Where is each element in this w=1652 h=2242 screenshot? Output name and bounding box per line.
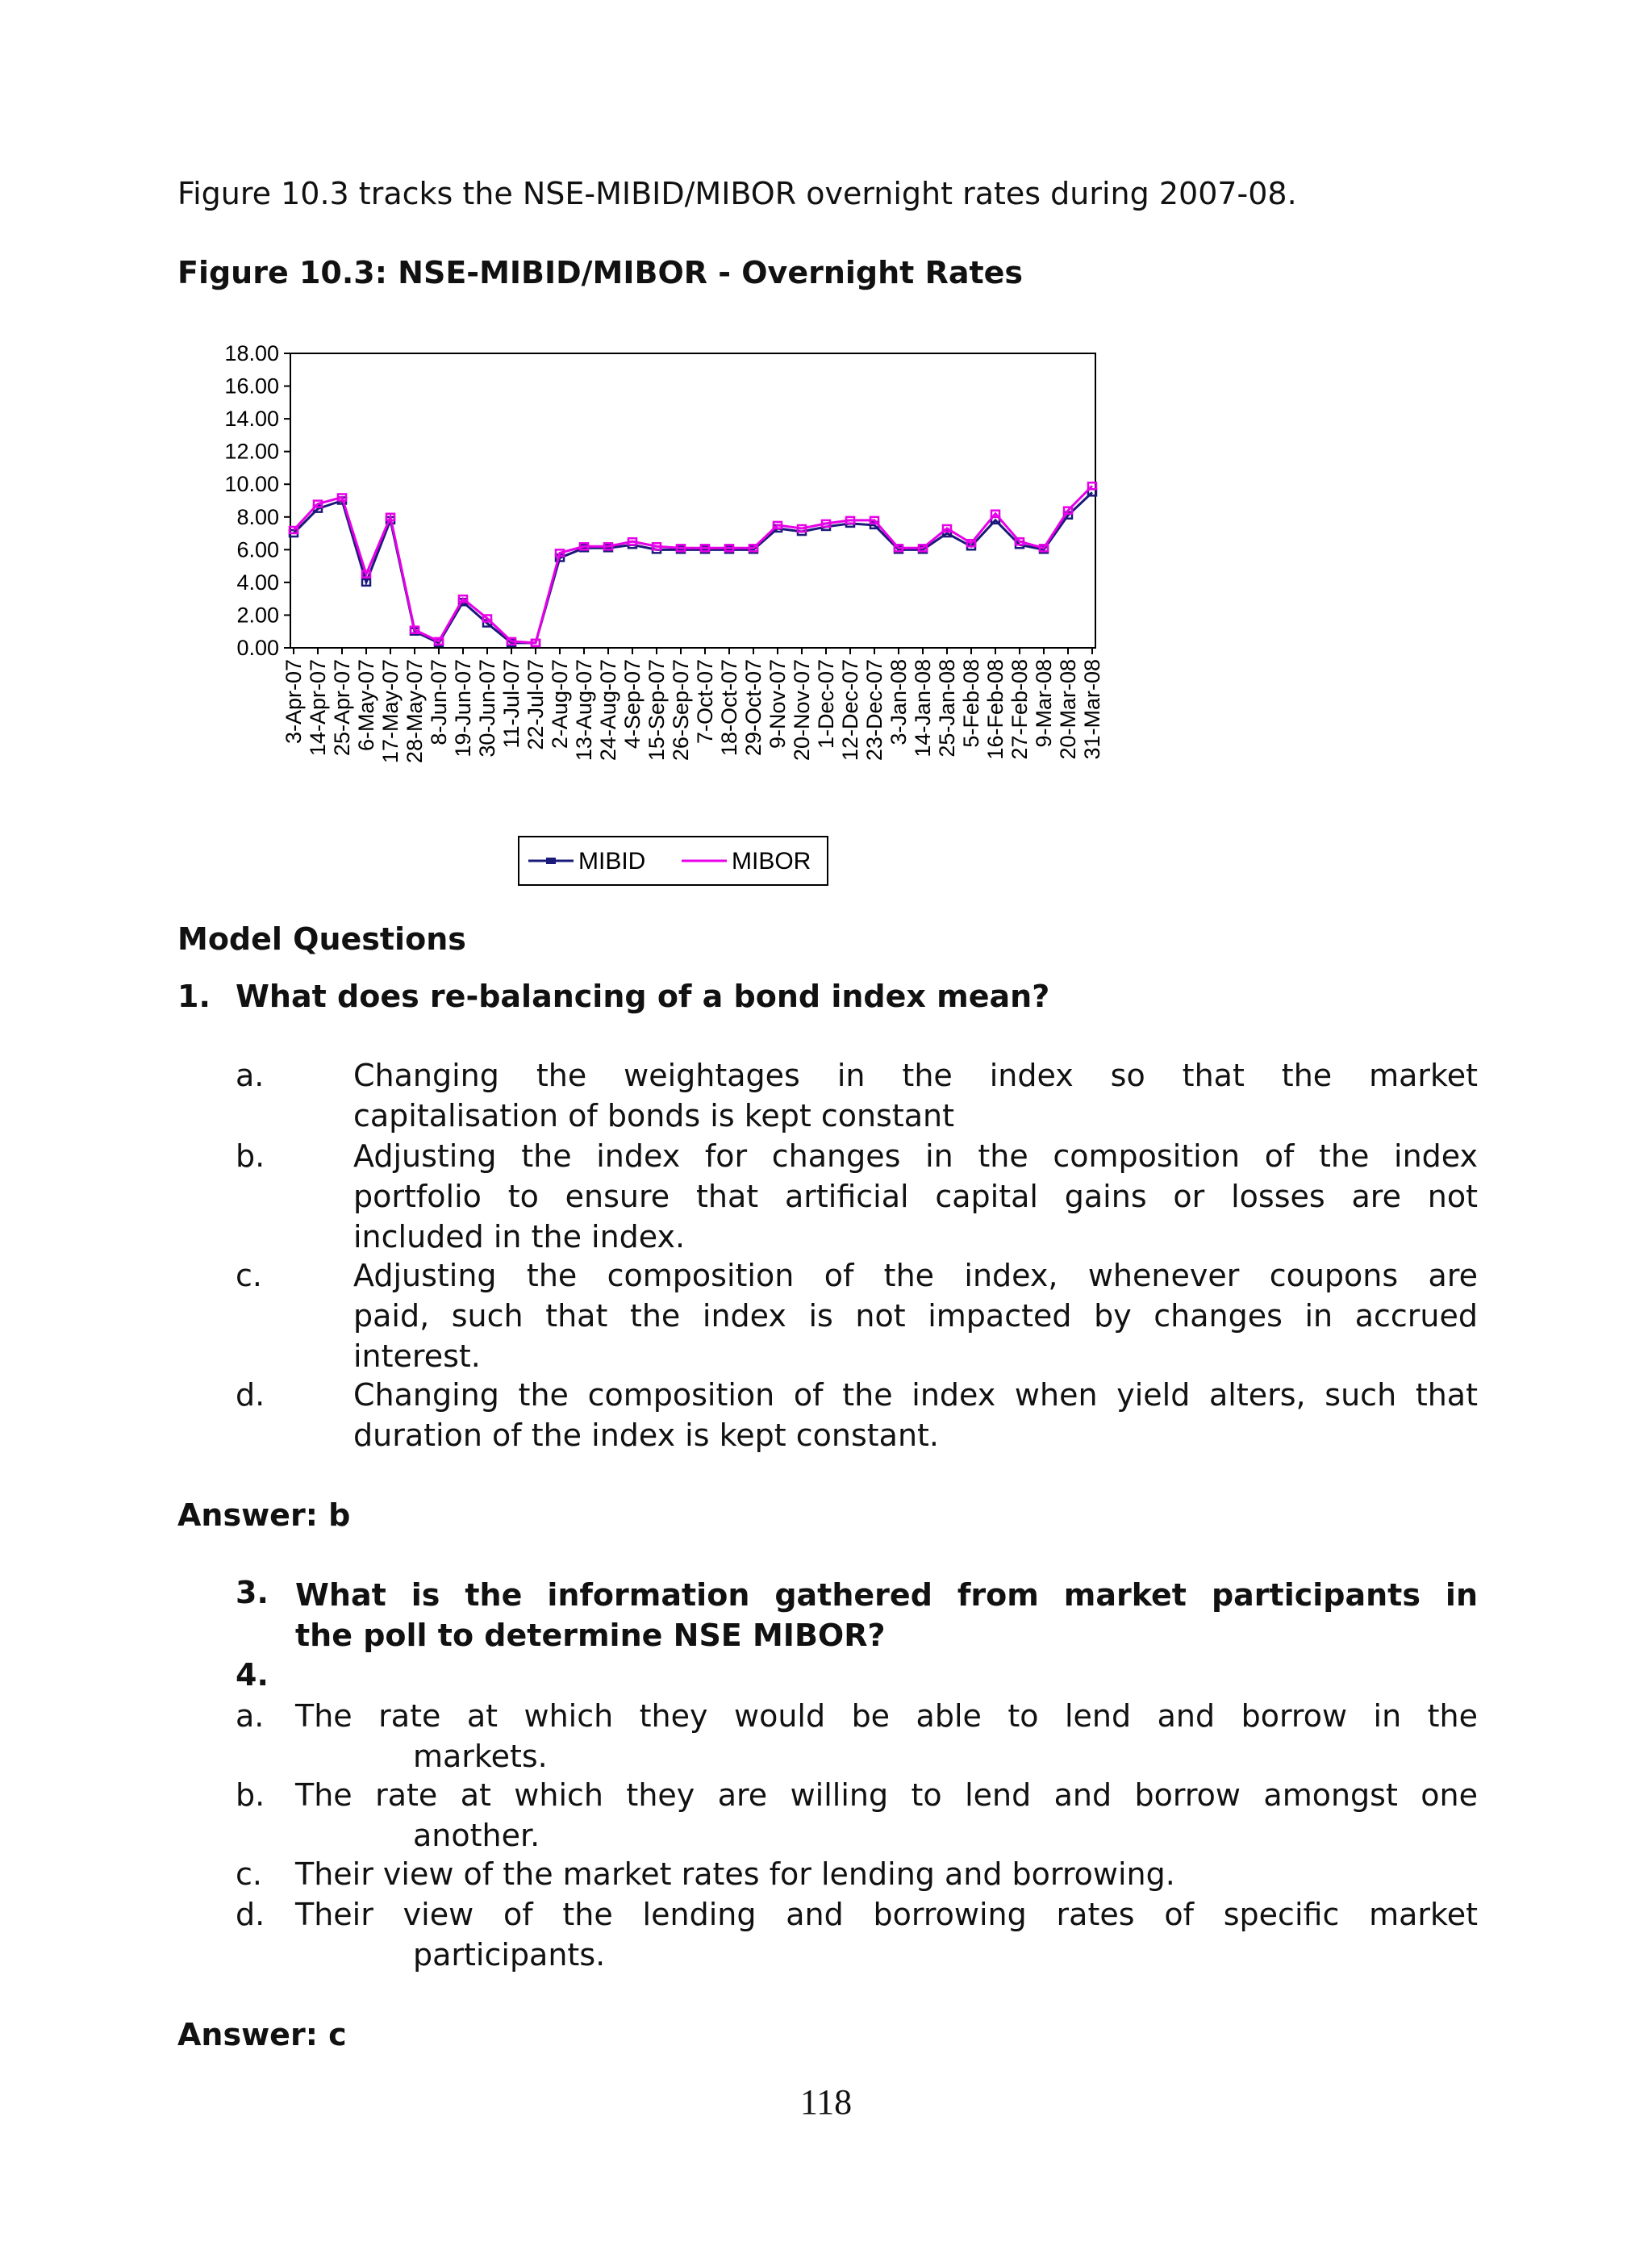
option-letter: a. [236,1058,265,1093]
y-tick-label: 18.00 [224,341,279,365]
x-tick-label: 22-Jul-07 [524,659,548,750]
x-tick-label: 29-Oct-07 [741,659,766,757]
x-tick-label: 9-Mar-08 [1032,659,1056,748]
option-letter: d. [236,1377,265,1413]
x-tick-label: 23-Dec-07 [862,659,886,762]
x-tick-label: 20-Nov-07 [790,659,814,762]
legend-label-mibor: MIBOR [732,848,811,875]
option-line: The rate at which they would be able to lend and borrow in the [295,1698,1478,1734]
y-tick-label: 2.00 [236,603,279,628]
x-tick-label: 3-Jan-08 [886,659,911,745]
figure-title: Figure 10.3: NSE-MIBID/MIBOR - Overnight Rates [177,255,1024,290]
x-tick-label: 13-Aug-07 [572,659,596,762]
x-tick-label: 3-Apr-07 [282,659,306,745]
option-line: interest. [353,1338,481,1374]
x-tick-label: 19-Jun-07 [451,659,475,758]
x-tick-label: 1-Dec-07 [814,659,838,749]
x-tick-label: 25-Jan-08 [935,659,959,758]
legend-label-mibid: MIBID [578,848,646,875]
x-tick-label: 27-Feb-08 [1007,659,1032,760]
x-tick-label: 15-Sep-07 [645,659,669,762]
x-tick-label: 17-May-07 [378,659,403,764]
x-tick-label: 7-Oct-07 [693,659,717,745]
option-letter: d. [236,1897,265,1932]
question-1-text: What does re-balancing of a bond index mean? [236,979,1050,1014]
y-tick-label: 8.00 [236,504,279,529]
x-tick-label: 25-Apr-07 [330,659,354,757]
x-tick-labels [282,659,1104,763]
plot-area-frame [290,353,1095,648]
question-line: the poll to determine NSE MIBOR? [295,1618,886,1653]
option-letter: b. [236,1138,265,1174]
x-tick-label: 28-May-07 [403,659,427,764]
option-line: Changing the composition of the index when yield alters, such that [353,1377,1478,1413]
page-number: 118 [799,2082,853,2122]
option-line: markets. [413,1739,548,1774]
x-tick-label: 16-Feb-08 [983,659,1007,760]
option-line: portfolio to ensure that artificial capital gains or losses are not [353,1179,1478,1214]
x-tick-label: 14-Jan-08 [911,659,935,758]
x-tick-label: 9-Nov-07 [766,659,790,749]
y-tick-label: 6.00 [236,537,279,562]
model-questions-heading: Model Questions [177,921,466,957]
y-tick-label: 12.00 [224,439,279,464]
x-tick-label: 2-Aug-07 [548,659,572,749]
y-tick-label: 10.00 [224,472,279,497]
x-tick-label: 14-Apr-07 [306,659,330,757]
x-tick-label: 11-Jul-07 [499,659,524,749]
y-tick-label: 14.00 [224,407,279,432]
y-tick-label: 16.00 [224,374,279,399]
question-3-number: 3. [236,1575,269,1610]
x-tick-label: 6-May-07 [354,659,378,752]
option-line: The rate at which they are willing to lend and borrow amongst one [295,1777,1478,1813]
option-line: participants. [413,1937,606,1973]
question-3-text [295,1575,1478,1655]
x-tick-label: 4-Sep-07 [620,659,645,749]
x-tick-label: 20-Mar-08 [1056,659,1080,760]
legend-marker [546,858,556,864]
chart-axes [284,353,1095,654]
x-tick-label: 24-Aug-07 [596,659,620,762]
question-1-number: 1. [177,979,211,1014]
y-tick-label: 0.00 [236,636,279,660]
option-letter: c. [236,1258,262,1293]
option-line: duration of the index is kept constant. [353,1417,940,1453]
option-line: paid, such that the index is not impacted by changes in accrued [353,1298,1478,1334]
intro-paragraph: Figure 10.3 tracks the NSE-MIBID/MIBOR overnight rates during 2007-08. [177,176,1297,211]
option-line: capitalisation of bonds is kept constant [353,1098,955,1134]
option-line: another. [413,1818,540,1853]
x-tick-label: 18-Oct-07 [717,659,741,757]
x-tick-label: 8-Jun-07 [427,659,451,745]
x-tick-label: 5-Feb-08 [959,659,983,748]
question-3-answer: Answer: c [177,2017,347,2052]
x-tick-label: 31-Mar-08 [1080,659,1104,760]
option-letter: c. [236,1856,262,1892]
y-tick-labels [224,341,279,660]
overnight-rates-chart [177,331,1129,896]
x-tick-label: 12-Dec-07 [838,659,862,762]
option-line: Adjusting the index for changes in the composition of the index [353,1138,1478,1174]
x-tick-label: 30-Jun-07 [475,659,499,758]
option-line: included in the index. [353,1219,686,1255]
question-1-answer: Answer: b [177,1497,351,1533]
question-line: What is the information gathered from market participants in [295,1577,1478,1613]
option-letter: a. [236,1698,265,1734]
option-line: Their view of the market rates for lending and borrowing. [295,1856,1175,1892]
option-letter: b. [236,1777,265,1813]
option-line: Adjusting the composition of the index, whenever coupons are [353,1258,1478,1293]
y-tick-label: 4.00 [236,570,279,595]
option-line: Their view of the lending and borrowing rates of specific market [295,1897,1478,1932]
option-line: Changing the weightages in the index so that the market [353,1058,1478,1093]
chart-legend [519,837,828,885]
x-tick-label: 26-Sep-07 [669,659,693,762]
question-4-number: 4. [236,1657,269,1693]
